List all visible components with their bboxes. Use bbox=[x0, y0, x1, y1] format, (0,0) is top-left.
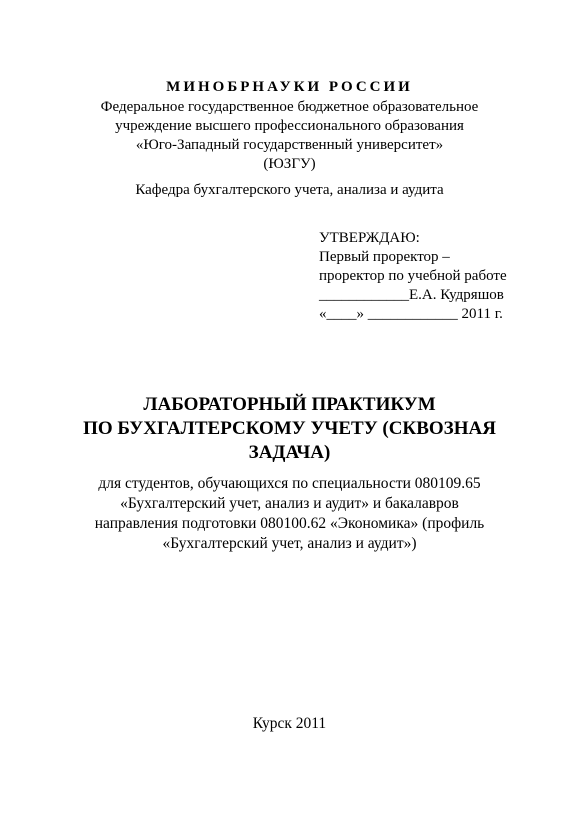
approval-signature-line: ____________Е.А. Кудряшов bbox=[319, 287, 504, 303]
place-and-year: Курск 2011 bbox=[252, 715, 327, 732]
subtitle-line: «Бухгалтерский учет, анализ и аудит») bbox=[162, 535, 417, 552]
approval-line: проректор по учебной работе bbox=[319, 268, 507, 284]
organization-block bbox=[0, 98, 579, 174]
org-line: «Юго-Западный государственный университет» bbox=[135, 137, 444, 153]
title-line: ПО БУХГАЛТЕРСКОМУ УЧЕТУ (СКВОЗНАЯ bbox=[83, 418, 496, 439]
title-line: ЗАДАЧА) bbox=[248, 442, 331, 463]
approval-date-line: «____» ____________ 2011 г. bbox=[319, 306, 503, 322]
approval-block bbox=[319, 229, 507, 324]
org-line: (ЮЗГУ) bbox=[263, 156, 316, 172]
document-subtitle bbox=[0, 474, 579, 554]
approval-line: Первый проректор – bbox=[319, 249, 450, 265]
org-line: учреждение высшего профессионального образования bbox=[115, 118, 464, 134]
ministry-name: МИНОБРНАУКИ РОССИИ bbox=[166, 79, 413, 95]
approval-heading: УТВЕРЖДАЮ: bbox=[319, 230, 420, 246]
subtitle-line: направления подготовки 080100.62 «Экономика» (профиль bbox=[94, 515, 485, 532]
org-line: Федеральное государственное бюджетное образовательное bbox=[100, 99, 479, 115]
department-name: Кафедра бухгалтерского учета, анализа и аудита bbox=[135, 182, 444, 198]
subtitle-line: «Бухгалтерский учет, анализ и аудит» и бакалавров bbox=[120, 495, 459, 512]
title-line: ЛАБОРАТОРНЫЙ ПРАКТИКУМ bbox=[143, 394, 436, 415]
subtitle-line: для студентов, обучающихся по специальности 080109.65 bbox=[98, 475, 481, 492]
document-title bbox=[0, 393, 579, 465]
